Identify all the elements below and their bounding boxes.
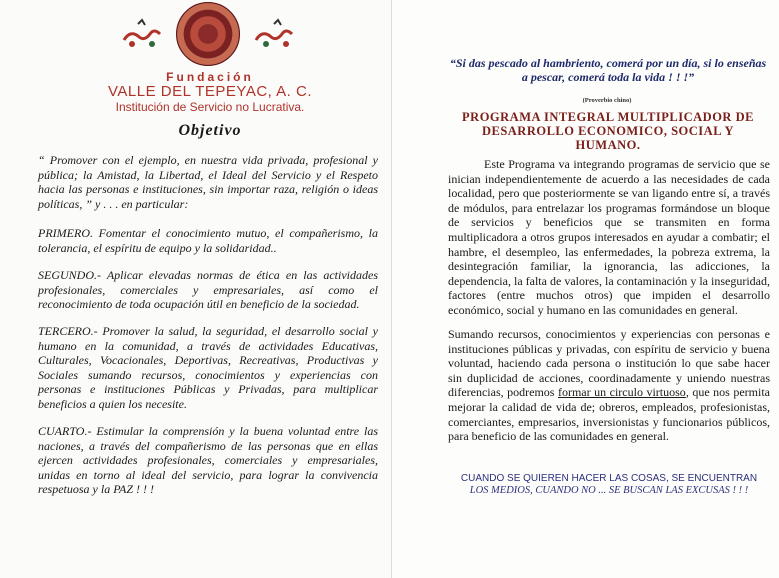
objective-second: SEGUNDO.- Aplicar elevadas normas de ética en las actividades profesionales, comerciales y empresariales, así como el reconocimiento de toda ocupación útil en beneficio de la sociedad. xyxy=(38,268,378,312)
closing-line-2: LOS MEDIOS, CUANDO NO ... SE BUSCAN LAS EXCUSAS ! ! ! xyxy=(469,485,749,496)
closing-motto xyxy=(448,473,770,497)
decorative-glyph-icon xyxy=(120,18,166,50)
closing-line-1: CUANDO SE QUIEREN HACER LAS COSAS, SE ENCUENTRAN xyxy=(460,473,758,484)
foundation-name: VALLE DEL TEPEYAC, A. C. xyxy=(107,83,313,100)
right-page xyxy=(392,0,779,578)
objective-fourth: CUARTO.- Estimular la comprensión y la buena voluntad entre las naciones, a través del compañerismo de las personas que en ellas ejercen actividades profesionales, comerciales y empresariales, unidas en torno al ideal del servicio, para lograr la convivencia respetuosa y la PAZ ! ! ! xyxy=(38,424,378,497)
foundation-label: Fundación xyxy=(166,70,254,84)
proverb-quote: “Si das pescado al hambriento, comerá por un día, si lo enseñas a pescar, comerá toda la vida ! ! !” xyxy=(449,56,767,84)
aztec-calendar-seal-icon xyxy=(176,2,240,66)
objective-first: PRIMERO. Fomentar el conocimiento mutuo, el compañerismo, la tolerancia, el espíritu de equipo y la solidaridad.. xyxy=(38,226,378,255)
collaboration-text-start: Sumando recursos, conocimientos y experiencias con personas e instituciones públicas y privadas, con espíritu de servicio y buena voluntad, haciendo cada persona o institución lo que sabe hacer sin duplicidad de acciones, coordinadamente y uniendo nuestras diferencias, podremos xyxy=(448,327,770,400)
objective-third: TERCERO.- Promover la salud, la seguridad, el desarrollo social y humano en la comunidad, a través de actividades Educativas, Culturales, Vocacionales, Deportivas, Recreativas, Productivas y Sociales sumando recursos, conocimientos y experiencias con personas e instituciones Públicas y Privadas, para multiplicar beneficios a quien los necesite. xyxy=(38,324,378,411)
program-description: Este Programa va integrando programas de servicio que se inician independientemente de acuerdo a las necesidades de cada localidad, pero que posteriormente se van ligando entre sí, a través de módulos, para entrelazar los programas formándose un bloque de servicios y beneficios que se transmiten en forma multiplicadora a otros grupos interesados en ayudar a combatir; el hambre, el desempleo, las enfermedades, la pobreza extrema, la desintegración familiar, la ignorancia, las adicciones, la dependencia, la falta de valores, la contaminación y la inseguridad, factores (entre muchos otros) que impiden el desarrollo económico, social y humano en las comunidades en general. xyxy=(448,157,770,317)
objective-heading: Objetivo xyxy=(178,122,242,139)
proverb-source: (Proverbio chino) xyxy=(582,97,632,104)
program-collaboration xyxy=(448,327,770,444)
program-title: PROGRAMA INTEGRAL MULTIPLICADOR DE DESARROLLO ECONOMICO, SOCIAL Y HUMANO. xyxy=(462,110,754,152)
decorative-glyph-icon xyxy=(252,18,298,50)
collaboration-text-end: , que nos permita mejorar la calidad de vida de; obreros, empleados, profesionistas, comerciantes, empresarios, inversionistas y funcionarios públicos, para beneficio de las comunidades en general. xyxy=(448,385,770,444)
foundation-subtitle: Institución de Servicio no Lucrativa. xyxy=(115,100,305,114)
virtuous-circle-phrase: formar un circulo virtuoso xyxy=(557,385,686,400)
objective-intro: “ Promover con el ejemplo, en nuestra vida privada, profesional y pública; la Amistad, la Libertad, el Ideal del Servicio y el Respeto hacia las personas e instituciones, sin importar raza, religión o ideas políticas, ” y . . . en particular: xyxy=(38,153,378,211)
